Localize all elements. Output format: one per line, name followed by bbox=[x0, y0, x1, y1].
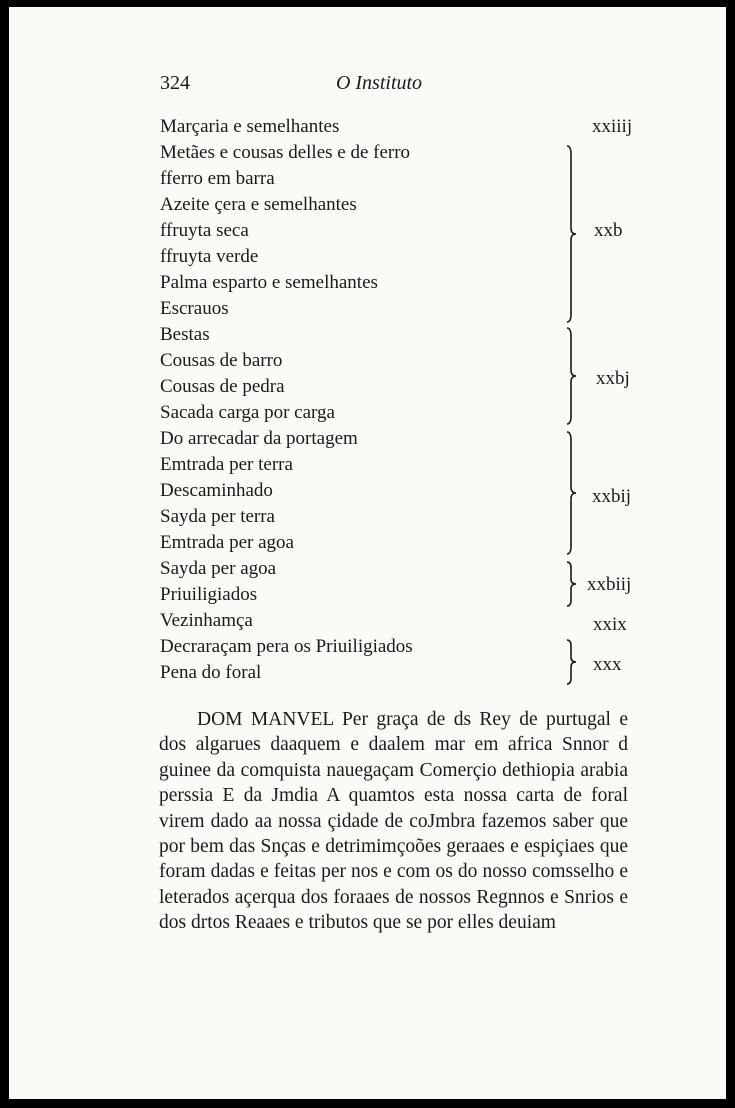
toc-entry: Sayda per agoa bbox=[160, 558, 277, 579]
toc-entry: Pena do foral bbox=[160, 662, 262, 683]
toc-entry: Vezinhamça bbox=[160, 610, 253, 631]
body-text bbox=[159, 707, 628, 936]
toc-entry: Descaminhado bbox=[160, 480, 273, 501]
toc-entry: Marçaria e semelhantes bbox=[160, 116, 340, 137]
toc-page-number: xxbj bbox=[596, 368, 630, 389]
toc-entry: Emtrada per agoa bbox=[160, 532, 294, 553]
toc-entry: Cousas de barro bbox=[160, 350, 283, 371]
toc-entry: fferro em barra bbox=[160, 168, 275, 189]
brace-icon bbox=[565, 144, 579, 324]
toc-entry: Priuiligiados bbox=[160, 584, 258, 605]
toc-entry: Decraraçam pera os Priuiligiados bbox=[160, 636, 413, 657]
brace-icon bbox=[565, 430, 579, 556]
toc-entry: Sayda per terra bbox=[160, 506, 275, 527]
toc-page-number: xxx bbox=[593, 654, 622, 675]
toc-entry: ffruyta seca bbox=[160, 220, 249, 241]
toc-entry: Azeite çera e semelhantes bbox=[160, 194, 357, 215]
body-paragraph: DOM MANVEL Per graça de ds Rey de purtugal e dos algarues daaquem e daalem mar em africa Snnor d guinee da comquista nauegaçam Comerçio dethiopia arabia perssia E da Jmdia A quamtos esta nossa carta de foral virem dado aa nossa çidade de coJmbra fazemos saber que por bem das Snças e detrimimçoões geraaes e espiçiaes que foram dadas e feitas per nos e com os do nosso comsselho e leterados açerqua dos foraaes de nossos Regnnos e Snrios e dos drtos Reaaes e tributos que se por elles deuiam bbox=[159, 709, 628, 934]
toc-entry: Sacada carga por carga bbox=[160, 402, 335, 423]
toc-entry: ffruyta verde bbox=[160, 246, 259, 267]
brace-icon bbox=[565, 638, 579, 686]
toc-page-number: xxbij bbox=[592, 486, 632, 507]
toc-entry: Palma esparto e semelhantes bbox=[160, 272, 378, 293]
page-header bbox=[9, 72, 726, 102]
toc-entry: Cousas de pedra bbox=[160, 376, 285, 397]
toc-entry: Escrauos bbox=[160, 298, 229, 319]
running-title: O Instituto bbox=[335, 72, 423, 94]
toc-entry: Bestas bbox=[160, 324, 210, 345]
toc-page-number: xxbiij bbox=[587, 574, 632, 595]
toc-entry: Metães e cousas delles e de ferro bbox=[160, 142, 411, 163]
document-page bbox=[9, 7, 726, 1099]
toc-page-number: xxb bbox=[594, 220, 623, 241]
toc-entry: Do arrecadar da portagem bbox=[160, 428, 358, 449]
toc-page-number: xxiiij bbox=[592, 116, 633, 137]
toc-entry: Emtrada per terra bbox=[160, 454, 293, 475]
toc-page-number: xxix bbox=[593, 614, 627, 635]
brace-icon bbox=[565, 560, 579, 608]
brace-icon bbox=[565, 326, 579, 426]
page-number: 324 bbox=[160, 72, 190, 94]
